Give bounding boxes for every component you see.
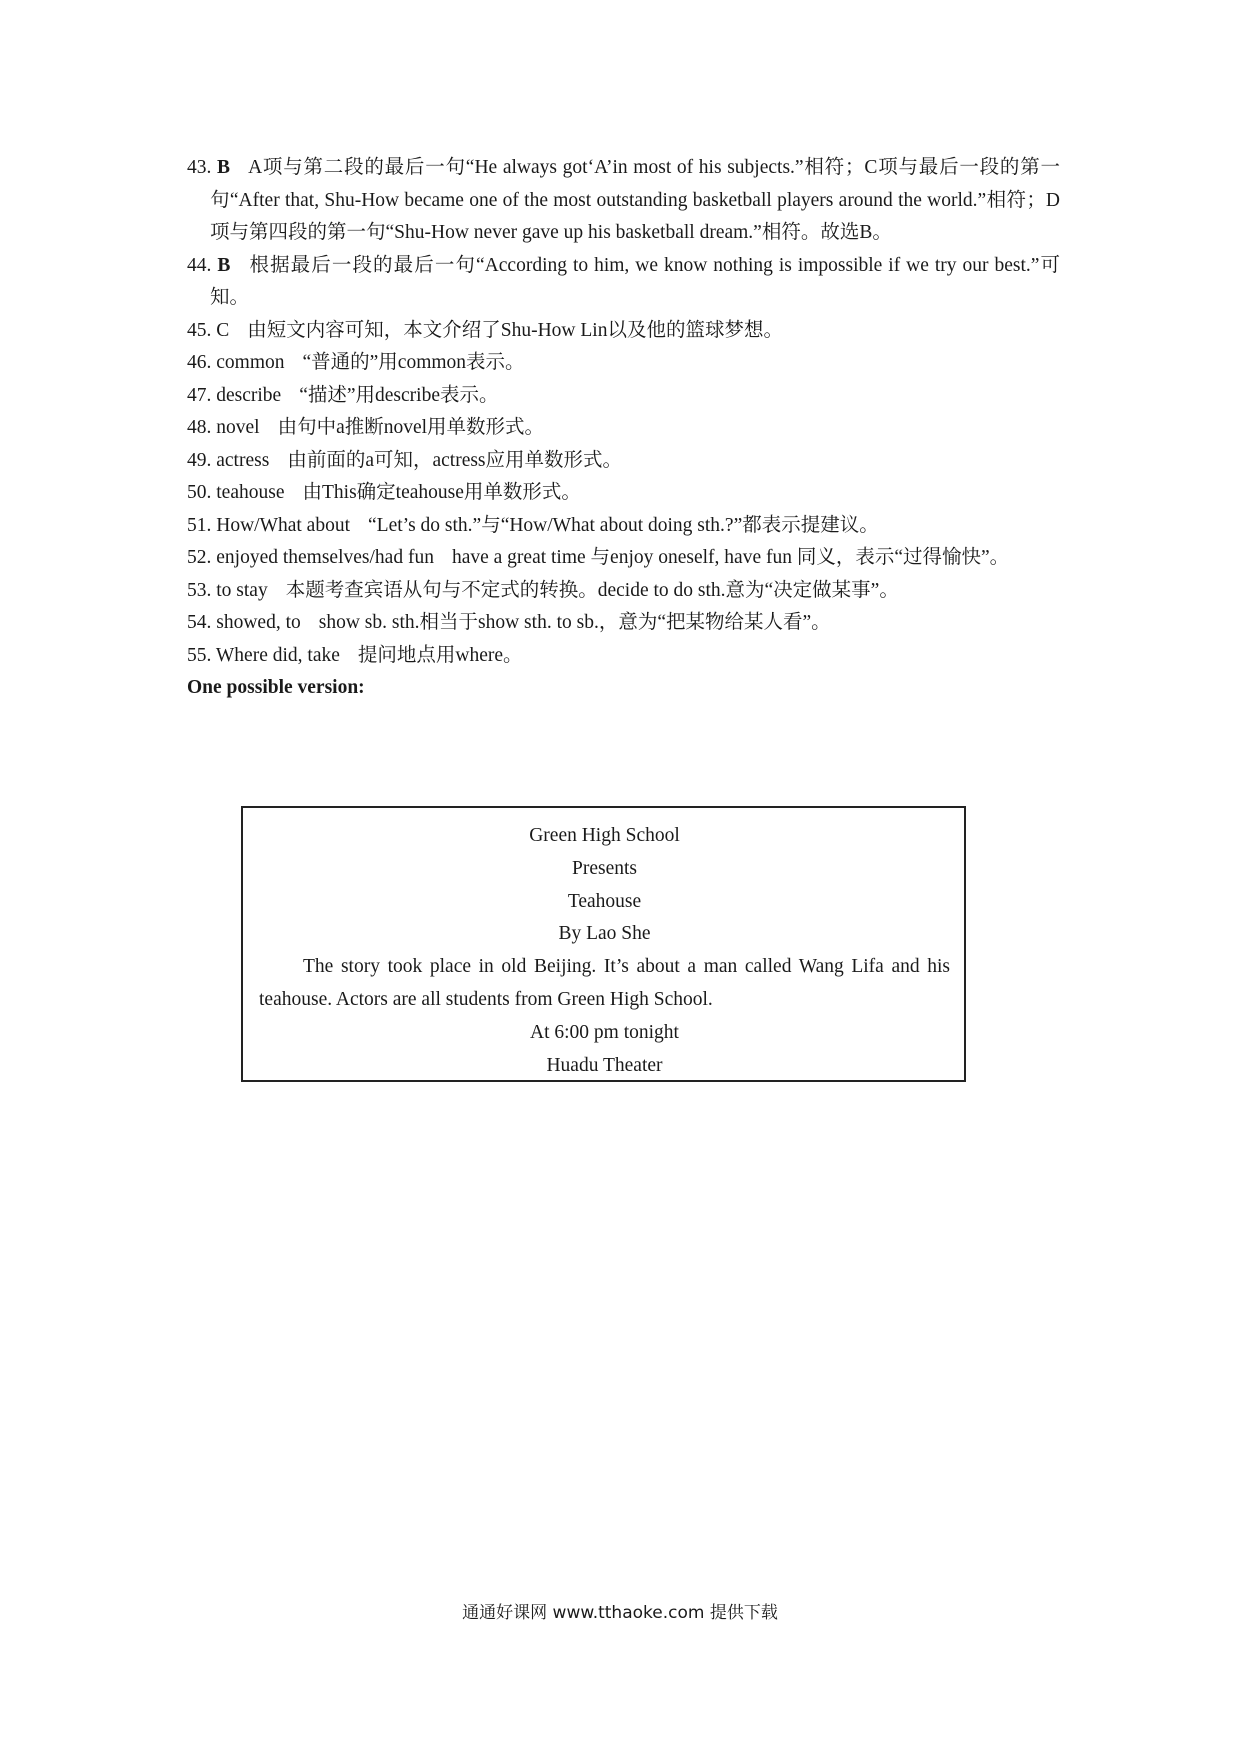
answer-number: 55. bbox=[187, 644, 212, 666]
answer-number: 47. bbox=[187, 384, 212, 406]
answer-explanation: “普通的”用common表示。 bbox=[302, 352, 525, 373]
answer-item bbox=[187, 250, 1060, 315]
answer-item bbox=[187, 542, 1060, 575]
answer-item bbox=[187, 510, 1060, 543]
answer-explanation: have a great time 与enjoy oneself, have fun 同义，表示“过得愉快”。 bbox=[451, 547, 1010, 568]
answer-item bbox=[187, 152, 1060, 250]
answer-value: teahouse bbox=[216, 482, 285, 503]
answer-item bbox=[187, 380, 1060, 413]
answer-item bbox=[187, 445, 1060, 478]
answer-number: 49. bbox=[187, 449, 212, 471]
answer-explanation: A项与第二段的最后一句“He always got‘A’in most of his subjects.”相符；C项与最后一段的第一句“After that, Shu-How became one of the most outstanding basketball players around the world.”相符；D项与第四段的第一句“Shu-How never gave up his basketball dream.”相符。故选B。 bbox=[210, 157, 1061, 243]
answer-value: Where did, take bbox=[215, 644, 340, 666]
poster-presents: Presents bbox=[572, 857, 637, 879]
version-label: One possible version: bbox=[187, 677, 365, 698]
answer-number: 52. bbox=[187, 547, 212, 568]
poster-description: The story took place in old Beijing. It’s about a man called Wang Lifa and his teahouse. Actors are all students from Green High School. bbox=[259, 956, 950, 1010]
answer-explanation: 由This确定teahouse用单数形式。 bbox=[302, 482, 581, 503]
answer-item bbox=[187, 412, 1060, 445]
answer-explanation: “描述”用describe表示。 bbox=[299, 384, 499, 406]
answer-value: B bbox=[217, 254, 231, 276]
answer-value: B bbox=[217, 157, 231, 178]
poster-school: Green High School bbox=[529, 825, 680, 846]
answer-value: enjoyed themselves/had fun bbox=[216, 547, 434, 568]
answer-item bbox=[187, 315, 1060, 348]
answer-explanation: 由前面的a可知，actress应用单数形式。 bbox=[287, 449, 623, 471]
answer-value: C bbox=[216, 319, 230, 341]
answer-value: novel bbox=[216, 417, 260, 438]
answer-number: 53. bbox=[187, 579, 212, 601]
poster-place: Huadu Theater bbox=[546, 1054, 663, 1076]
answer-number: 48. bbox=[187, 417, 212, 438]
answer-explanation: show sb. sth.相当于show sth. to sb.，意为“把某物给某人看”。 bbox=[318, 612, 831, 633]
answer-item bbox=[187, 575, 1060, 608]
poster-box bbox=[241, 806, 966, 1082]
answer-explanation: “Let’s do sth.”与“How/What about doing sth.?”都表示提建议。 bbox=[368, 514, 879, 536]
answer-explanation: 由短文内容可知，本文介绍了Shu-How Lin以及他的篮球梦想。 bbox=[247, 319, 783, 341]
answer-explanation: 提问地点用where。 bbox=[357, 644, 523, 666]
answer-explanation: 由句中a推断novel用单数形式。 bbox=[277, 417, 545, 438]
answer-explanation: 本题考查宾语从句与不定式的转换。decide to do sth.意为“决定做某事”。 bbox=[285, 579, 899, 601]
answer-item bbox=[187, 477, 1060, 510]
answer-number: 45. bbox=[187, 319, 212, 341]
answer-value: How/What about bbox=[216, 514, 351, 536]
answer-number: 50. bbox=[187, 482, 212, 503]
answer-value: to stay bbox=[216, 579, 268, 601]
answer-number: 46. bbox=[187, 352, 212, 373]
answer-item bbox=[187, 347, 1060, 380]
answer-number: 54. bbox=[187, 612, 212, 633]
answer-item bbox=[187, 607, 1060, 640]
answer-number: 43. bbox=[187, 157, 212, 178]
footer-credit: 通通好课网 www.tthaoke.com 提供下载 bbox=[462, 1603, 778, 1623]
answer-item bbox=[187, 640, 1060, 673]
poster-title: Teahouse bbox=[567, 890, 642, 912]
answer-explanation: 根据最后一段的最后一句“According to him, we know nothing is impossible if we try our best.”可知。 bbox=[210, 254, 1061, 308]
poster-author: By Lao She bbox=[558, 923, 651, 945]
answer-number: 44. bbox=[187, 254, 212, 276]
answer-value: common bbox=[216, 352, 285, 373]
answer-number: 51. bbox=[187, 514, 212, 536]
answer-key bbox=[187, 152, 1060, 705]
answer-value: actress bbox=[216, 449, 270, 471]
answer-value: describe bbox=[216, 384, 282, 406]
poster-time: At 6:00 pm tonight bbox=[530, 1021, 679, 1043]
answer-value: showed, to bbox=[216, 612, 301, 633]
